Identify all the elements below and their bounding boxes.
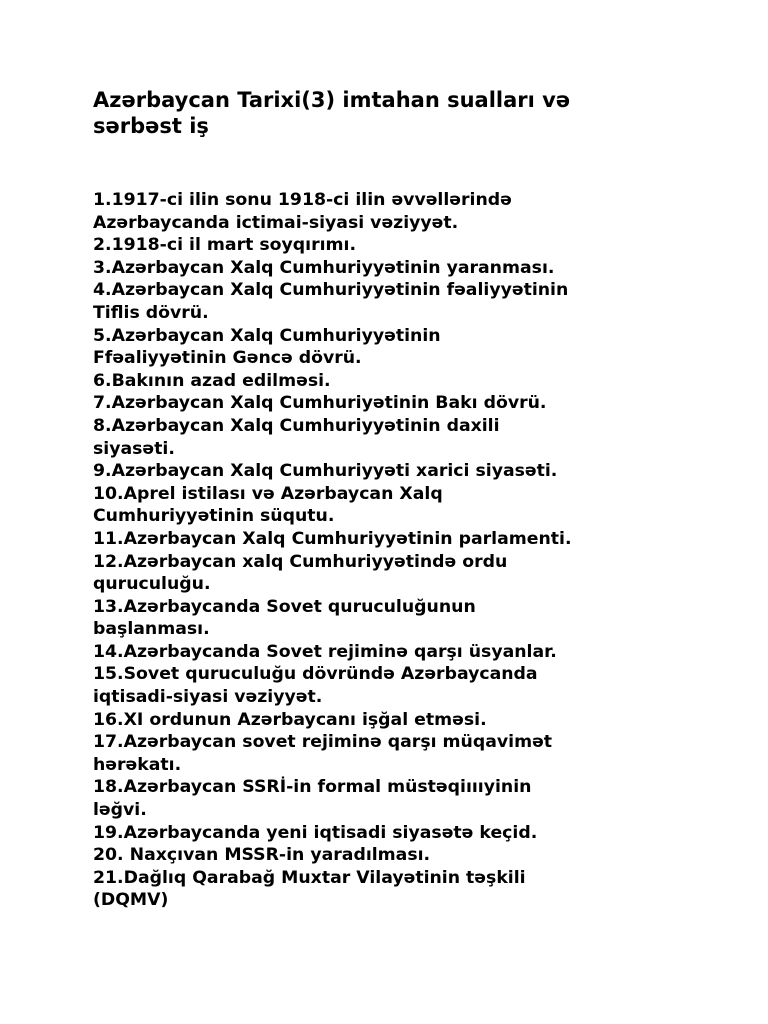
question-item: 1.1917-ci ilin sonu 1918-ci ilin əvvəllərində Azərbaycanda ictimai-siyasi vəziyyət. — [93, 190, 512, 233]
document-content — [93, 87, 693, 912]
question-item: 5.Azərbaycan Xalq Cumhuriyyətinin Ffəaliyyətinin Gəncə dövrü. — [93, 325, 441, 369]
question-item: 9.Azərbaycan Xalq Cumhuriyyəti xarici siyasəti. — [93, 461, 558, 482]
question-item: 4.Azərbaycan Xalq Cumhuriyyətinin fəaliyyətinin Tiflis dövrü. — [93, 280, 569, 323]
question-item: 7.Azərbaycan Xalq Cumhuriyətinin Bakı dövrü. — [93, 393, 547, 414]
question-item: 2.1918-ci il mart soyqırımı. — [93, 235, 357, 256]
question-item: 10.Aprel istilası və Azərbaycan Xalq Cumhuriyyətinin süqutu. — [93, 483, 443, 527]
question-item: 14.Azərbaycanda Sovet rejiminə qarşı üsyanlar. — [93, 641, 557, 662]
question-item: 8.Azərbaycan Xalq Cumhuriyyətinin daxili siyasəti. — [93, 415, 500, 459]
question-item: 18.Azərbaycan SSRİ-in formal müstəqiıııyinin ləğvi. — [93, 777, 532, 821]
question-item: 13.Azərbaycanda Sovet quruculuğunun başlanması. — [93, 596, 476, 640]
question-item: 17.Azərbaycan sovet rejiminə qarşı müqavimət hərəkatı. — [93, 732, 553, 775]
question-item: 21.Dağlıq Qarabağ Muxtar Vilayətinin təşkili (DQMV) — [93, 867, 526, 911]
question-item: 20. Naxçıvan MSSR-in yaradılması. — [93, 845, 431, 866]
question-item: 12.Azərbaycan xalq Cumhuriyyətində ordu quruculuğu. — [93, 551, 508, 595]
question-item: 3.Azərbaycan Xalq Cumhuriyyətinin yaranması. — [93, 257, 555, 278]
document-title: Azərbaycan Tarixi(3) imtahan sualları və sərbəst iş — [93, 88, 571, 138]
question-item: 15.Sovet quruculuğu dövründə Azərbaycanda iqtisadi-siyasi vəziyyət. — [93, 664, 538, 708]
question-item: 6.Bakının azad edilməsi. — [93, 370, 331, 391]
question-list — [93, 189, 693, 912]
question-item: 11.Azərbaycan Xalq Cumhuriyyətinin parlamenti. — [93, 528, 572, 549]
question-item: 16.XI ordunun Azərbaycanı işğal etməsi. — [93, 709, 487, 730]
question-item: 19.Azərbaycanda yeni iqtisadi siyasətə keçid. — [93, 822, 538, 843]
